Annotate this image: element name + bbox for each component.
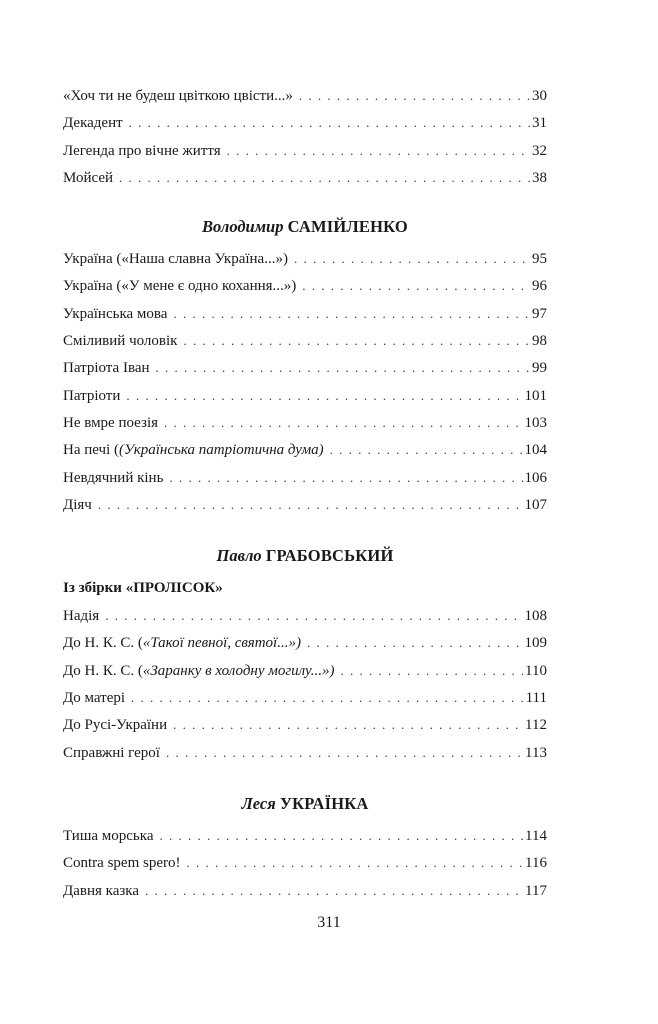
dot-leader	[302, 272, 530, 299]
entry-title: Україна («Наша славна Україна...»)	[63, 251, 288, 268]
entry-title: Тиша морська	[63, 827, 154, 844]
entry-title	[63, 630, 301, 657]
toc-entry	[63, 382, 547, 409]
toc-entry	[63, 739, 547, 766]
entry-title-prefix: До Н. К. С. (	[63, 635, 143, 652]
dot-leader	[173, 300, 530, 327]
entry-title: Contra spem spero!	[63, 855, 181, 872]
entry-page: 112	[525, 717, 547, 734]
toc-entry	[63, 711, 547, 738]
page-number: 311	[317, 914, 341, 931]
dot-leader	[340, 657, 523, 684]
entry-page: 114	[525, 827, 547, 844]
entry-title: Надія	[63, 608, 100, 625]
author-heading	[63, 213, 547, 241]
toc-entry	[63, 849, 547, 876]
entry-title: Справжні герої	[63, 744, 160, 761]
entry-title: До Русі-України	[63, 717, 168, 734]
dot-leader	[98, 491, 523, 518]
entry-page: 110	[525, 662, 547, 679]
toc-entry	[63, 327, 547, 354]
dot-leader	[164, 409, 522, 436]
dot-leader	[166, 739, 523, 766]
dot-leader	[145, 877, 523, 904]
dot-leader	[173, 711, 523, 738]
toc-entry	[63, 629, 547, 656]
entry-title: Патріота Іван	[63, 360, 150, 377]
entry-title: Патріоти	[63, 387, 121, 404]
author-heading	[63, 790, 547, 818]
toc-entry	[63, 602, 547, 629]
entry-page: 113	[525, 744, 547, 761]
entry-title-italic: (Українська патріотична дума)	[119, 442, 324, 459]
entry-page: 99	[532, 360, 547, 377]
toc-entry	[63, 491, 547, 518]
entry-title: До матері	[63, 690, 126, 707]
entry-page: 106	[524, 469, 547, 486]
dot-leader	[126, 382, 522, 409]
entry-page: 109	[524, 635, 547, 652]
entry-page: 31	[532, 115, 547, 132]
dot-leader	[119, 164, 530, 191]
entry-page: 117	[525, 882, 547, 899]
author-name: Володимир	[202, 217, 284, 237]
entry-page: 104	[524, 442, 547, 459]
dot-leader	[330, 436, 523, 463]
dot-leader	[169, 464, 522, 491]
entry-title-prefix: До Н. К. С. (	[63, 662, 143, 679]
table-of-contents	[63, 82, 547, 904]
entry-title	[63, 437, 324, 464]
toc-entry	[63, 109, 547, 136]
collection-subheading: Із збірки «ПРОЛІСОК»	[63, 580, 223, 597]
toc-entry	[63, 354, 547, 381]
author-name: Павло	[216, 546, 262, 566]
author-name: Леся	[241, 793, 276, 813]
dot-leader	[129, 109, 530, 136]
entry-page: 103	[524, 414, 547, 431]
toc-entry	[63, 164, 547, 191]
dot-leader	[186, 849, 523, 876]
dot-leader	[294, 245, 530, 272]
toc-entry	[63, 436, 547, 463]
toc-entry	[63, 137, 547, 164]
entry-page: 116	[525, 855, 547, 872]
entry-title: Мойсей	[63, 169, 114, 186]
toc-entry	[63, 409, 547, 436]
dot-leader	[131, 684, 524, 711]
author-surname: УКРАЇНКА	[279, 793, 369, 813]
entry-page: 111	[525, 690, 547, 707]
entry-title: Невдячний кінь	[63, 469, 164, 486]
entry-page: 98	[532, 333, 547, 350]
toc-entry	[63, 272, 547, 299]
toc-entry	[63, 684, 547, 711]
toc-entry	[63, 245, 547, 272]
author-heading	[63, 542, 547, 570]
entry-title	[63, 658, 334, 685]
entry-page: 108	[524, 608, 547, 625]
entry-title-italic: «Такої певної, святої...»)	[142, 635, 301, 652]
dot-leader	[156, 354, 530, 381]
entry-page: 107	[524, 496, 547, 513]
entry-title: Діяч	[63, 496, 92, 513]
entry-title: Не вмре поезія	[63, 414, 159, 431]
toc-entry	[63, 877, 547, 904]
toc-entry	[63, 82, 547, 109]
entry-title: Легенда про вічне життя	[63, 142, 221, 159]
entry-page: 38	[532, 169, 547, 186]
entry-title: Україна («У мене є одно кохання...»)	[63, 278, 297, 295]
entry-page: 30	[532, 88, 547, 104]
entry-title: Сміливий чоловік	[63, 333, 178, 350]
toc-entry	[63, 657, 547, 684]
entry-page: 96	[532, 278, 547, 295]
dot-leader	[307, 629, 523, 656]
entry-page: 101	[524, 387, 547, 404]
toc-entry	[63, 464, 547, 491]
entry-title: Українська мова	[63, 305, 168, 322]
entry-title: «Хоч ти не будеш цвіткою цвісти...»	[63, 88, 293, 104]
toc-entry	[63, 822, 547, 849]
dot-leader	[159, 822, 523, 849]
entry-title-prefix: На печі (	[63, 442, 120, 459]
dot-leader	[183, 327, 530, 354]
entry-title: Давня казка	[63, 882, 140, 899]
entry-page: 32	[532, 142, 547, 159]
dot-leader	[105, 602, 522, 629]
toc-entry	[63, 300, 547, 327]
entry-page: 95	[532, 251, 547, 268]
entry-title: Декадент	[63, 115, 123, 132]
dot-leader	[227, 137, 530, 164]
entry-page: 97	[532, 305, 547, 322]
author-surname: ГРАБОВСЬКИЙ	[265, 546, 394, 566]
entry-title-italic: «Заранку в холодну могилу...»)	[142, 662, 335, 679]
dot-leader	[299, 82, 530, 109]
author-surname: САМІЙЛЕНКО	[287, 217, 408, 237]
